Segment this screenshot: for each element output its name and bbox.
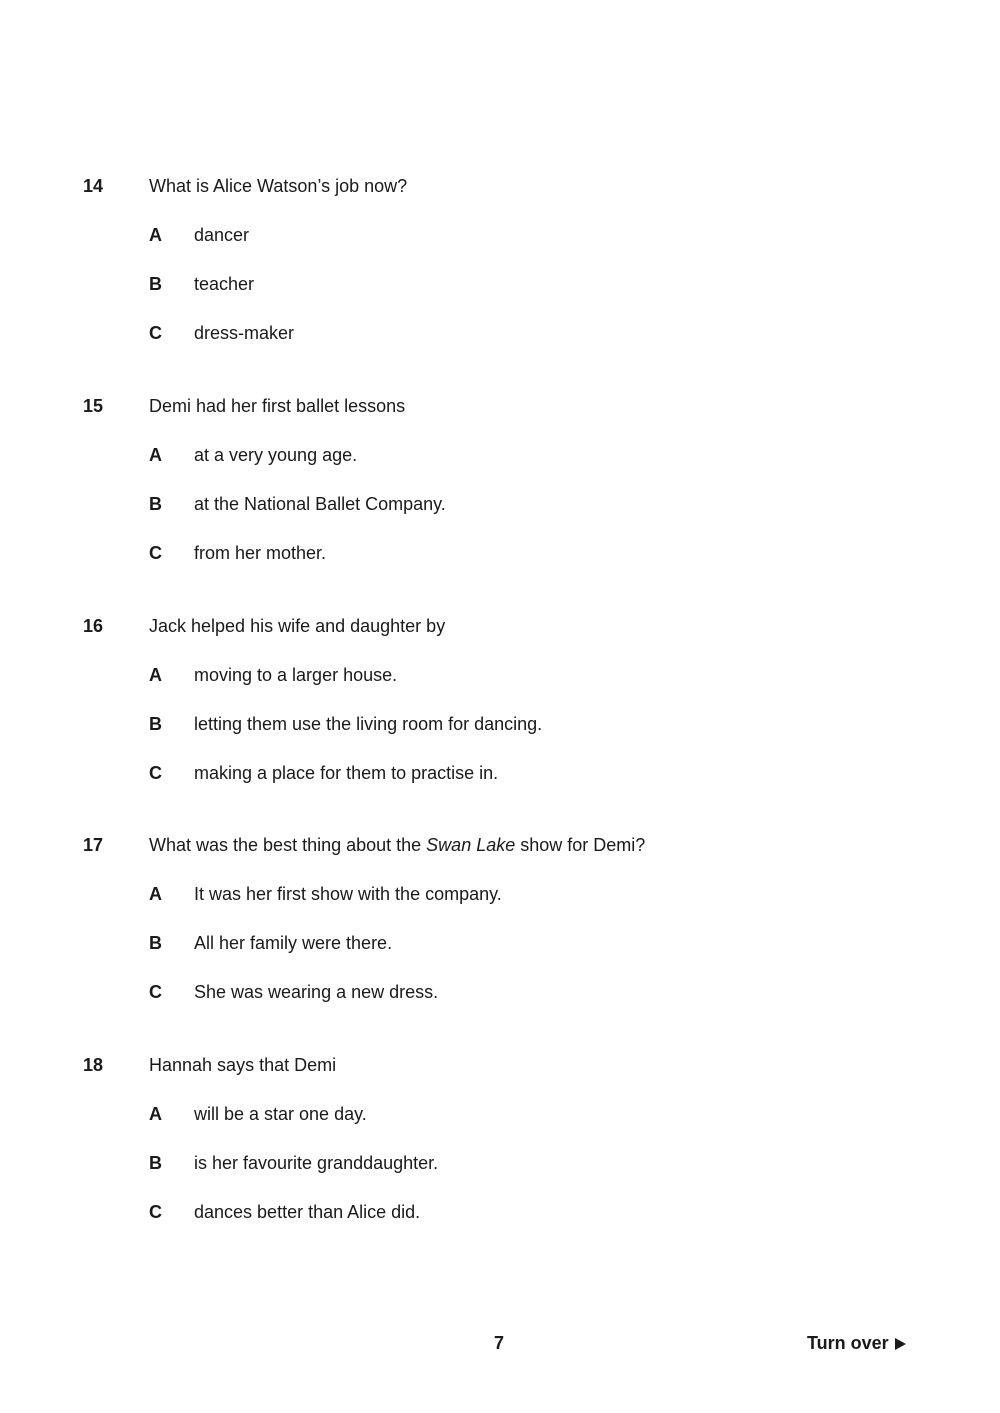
- option-c[interactable]: [0, 761, 1000, 785]
- question-header: [0, 394, 1000, 418]
- question-stem: Hannah says that Demi: [149, 1055, 337, 1075]
- option-letter: B: [149, 274, 162, 294]
- option-letter: B: [149, 1153, 162, 1173]
- option-letter: B: [149, 933, 162, 953]
- option-text: dances better than Alice did.: [194, 1202, 421, 1222]
- option-c[interactable]: [0, 321, 1000, 345]
- turn-over-label: [807, 1331, 906, 1355]
- question-header: [0, 833, 1000, 857]
- option-a[interactable]: [0, 663, 1000, 687]
- question-number: 15: [83, 396, 104, 416]
- option-letter: C: [149, 763, 162, 783]
- question-number: 18: [83, 1055, 104, 1075]
- option-text: teacher: [194, 274, 255, 294]
- question-number: 17: [83, 835, 104, 855]
- option-letter: C: [149, 1202, 162, 1222]
- option-letter: C: [149, 323, 162, 343]
- option-text: is her favourite granddaughter.: [194, 1153, 439, 1173]
- option-text: dancer: [194, 225, 250, 245]
- question-stem: Jack helped his wife and daughter by: [149, 616, 446, 636]
- question-stem-title: Swan Lake: [426, 835, 516, 855]
- option-text: letting them use the living room for dancing.: [194, 714, 543, 734]
- option-text: at the National Ballet Company.: [194, 494, 446, 514]
- option-text: will be a star one day.: [194, 1104, 367, 1124]
- question-number: 14: [83, 176, 104, 196]
- option-letter: A: [149, 665, 162, 685]
- option-letter: B: [149, 714, 162, 734]
- option-letter: A: [149, 1104, 162, 1124]
- question-stem: What is Alice Watson’s job now?: [149, 176, 408, 196]
- option-letter: A: [149, 225, 162, 245]
- option-text: It was her first show with the company.: [194, 884, 502, 904]
- question-header: [0, 614, 1000, 638]
- question-stem: [149, 833, 645, 857]
- question-header: [0, 1053, 1000, 1077]
- option-a[interactable]: [0, 882, 1000, 906]
- option-letter: A: [149, 445, 162, 465]
- option-b[interactable]: [0, 931, 1000, 955]
- option-text: from her mother.: [194, 543, 327, 563]
- question-stem-end: show for Demi?: [515, 835, 646, 855]
- question-stem: Demi had her first ballet lessons: [149, 396, 406, 416]
- option-text: She was wearing a new dress.: [194, 982, 439, 1002]
- option-b[interactable]: [0, 272, 1000, 296]
- option-b[interactable]: [0, 1151, 1000, 1175]
- option-text: All her family were there.: [194, 933, 393, 953]
- option-b[interactable]: [0, 712, 1000, 736]
- option-c[interactable]: [0, 1200, 1000, 1224]
- question-number: 16: [83, 616, 104, 636]
- page-number: 7: [494, 1333, 505, 1353]
- option-text: making a place for them to practise in.: [194, 763, 499, 783]
- option-b[interactable]: [0, 492, 1000, 516]
- option-text: dress-maker: [194, 323, 295, 343]
- option-c[interactable]: [0, 541, 1000, 565]
- right-triangle-icon: [895, 1338, 906, 1350]
- question-header: [0, 174, 1000, 198]
- option-c[interactable]: [0, 980, 1000, 1004]
- option-text: at a very young age.: [194, 445, 358, 465]
- option-a[interactable]: [0, 223, 1000, 247]
- turn-over-text: Turn over: [807, 1333, 889, 1353]
- question-stem-start: What was the best thing about the: [149, 835, 427, 855]
- option-letter: B: [149, 494, 162, 514]
- option-letter: C: [149, 543, 162, 563]
- option-text: moving to a larger house.: [194, 665, 398, 685]
- option-a[interactable]: [0, 443, 1000, 467]
- option-letter: A: [149, 884, 162, 904]
- option-letter: C: [149, 982, 162, 1002]
- option-a[interactable]: [0, 1102, 1000, 1126]
